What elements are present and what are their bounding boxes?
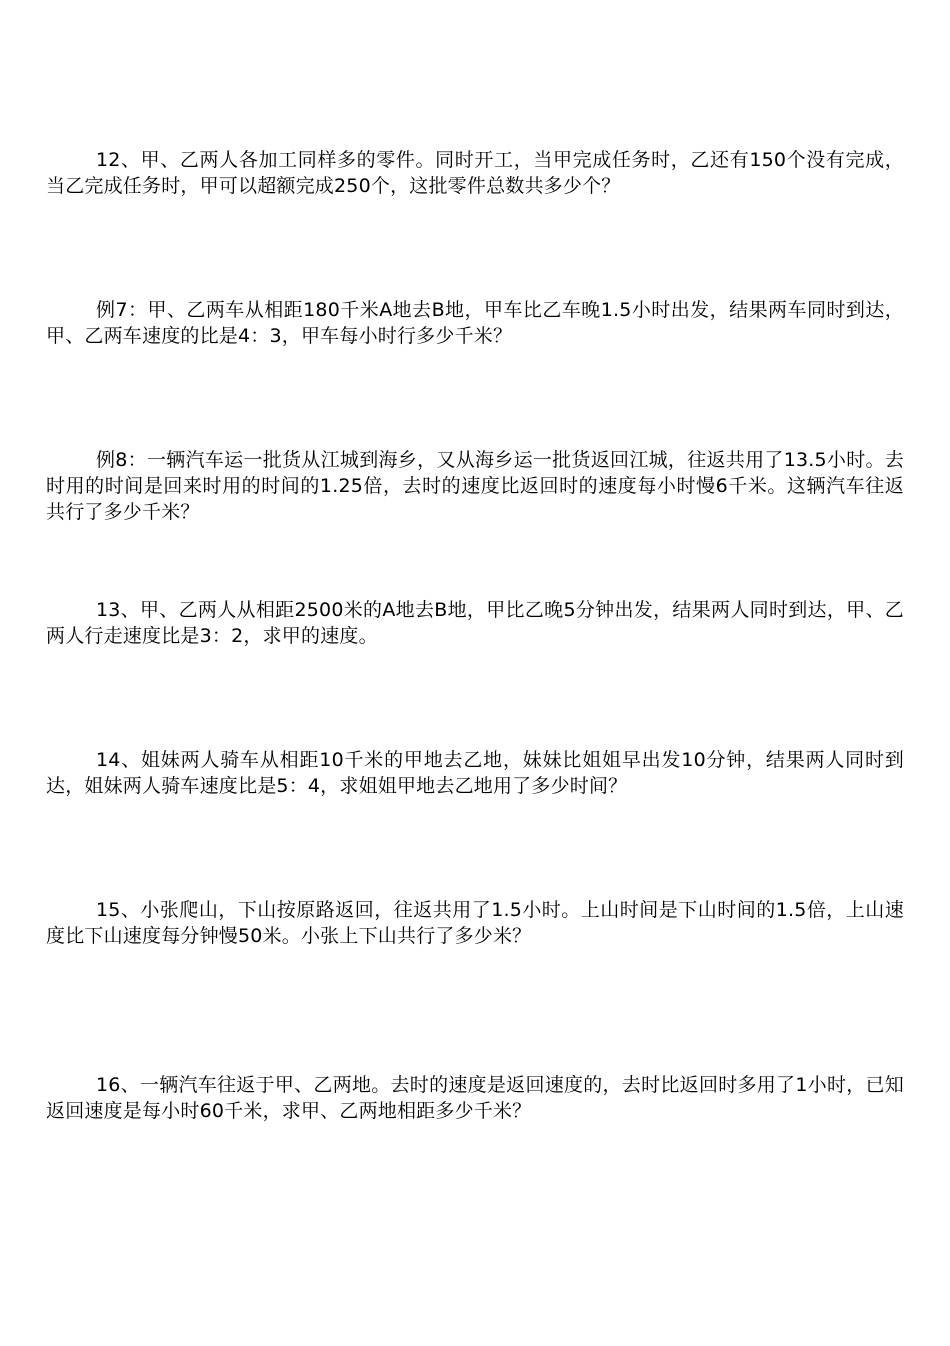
problem-16: 16、一辆汽车往返于甲、乙两地。去时的速度是返回速度的，去时比返回时多用了1小时，已知返回速度是每小时60千米，求甲、乙两地相距多少千米？ <box>46 1074 904 1122</box>
problem-14: 14、姐妹两人骑车从相距10千米的甲地去乙地，妹妹比姐姐早出发10分钟，结果两人同时到达，姐妹两人骑车速度比是5：4，求姐姐甲地去乙地用了多少时间？ <box>46 749 904 797</box>
problem-13: 13、甲、乙两人从相距2500米的A地去B地，甲比乙晚5分钟出发，结果两人同时到达，甲、乙两人行走速度比是3：2，求甲的速度。 <box>46 599 904 647</box>
example-8: 例8：一辆汽车运一批货从江城到海乡，又从海乡运一批货返回江城，往返共用了13.5小时。去时用的时间是回来时用的时间的1.25倍，去时的速度比返回时的速度每小时慢6千米。这辆汽车往返共行了多少千米？ <box>46 449 904 523</box>
problem-15: 15、小张爬山，下山按原路返回，往返共用了1.5小时。上山时间是下山时间的1.5倍，上山速度比下山速度每分钟慢50米。小张上下山共行了多少米？ <box>46 899 904 947</box>
problem-12: 12、甲、乙两人各加工同样多的零件。同时开工，当甲完成任务时，乙还有150个没有完成，当乙完成任务时，甲可以超额完成250个，这批零件总数共多少个？ <box>46 149 904 197</box>
example-7: 例7：甲、乙两车从相距180千米A地去B地，甲车比乙车晚1.5小时出发，结果两车同时到达，甲、乙两车速度的比是4：3，甲车每小时行多少千米？ <box>46 299 904 347</box>
